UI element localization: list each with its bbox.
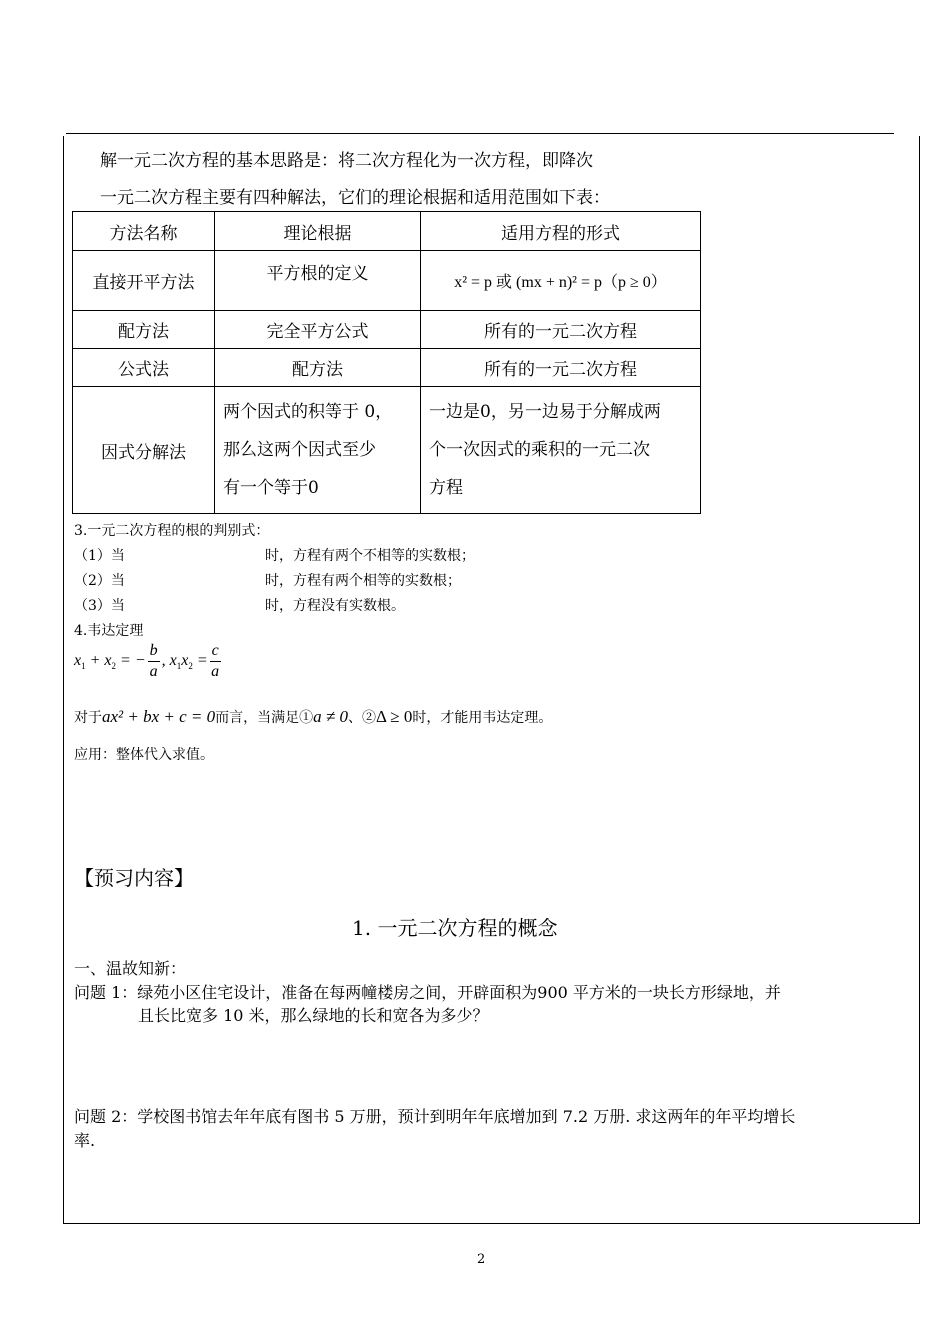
- header-form: 适用方程的形式: [421, 212, 701, 251]
- method-name: 直接开平方法: [73, 251, 215, 311]
- case-label: （2）当: [74, 573, 125, 589]
- method-form: 所有的一元二次方程: [421, 349, 701, 387]
- case-text: 时，方程有两个不相等的实数根；: [265, 548, 475, 564]
- vieta-title: 4.韦达定理: [74, 623, 144, 639]
- review-heading: 一、温故知新：: [74, 959, 187, 978]
- vieta-application: 应用：整体代入求值。: [74, 747, 214, 763]
- table-row: [73, 387, 701, 514]
- problem-1-line-2: 且长比宽多 10 米，那么绿地的长和宽各为多少？: [138, 1006, 489, 1025]
- case-text: 时，方程有两个相等的实数根；: [265, 573, 461, 589]
- method-name: 配方法: [73, 311, 215, 349]
- lesson-title: 1. 一元二次方程的概念: [352, 916, 558, 940]
- case-text: 时，方程没有实数根。: [265, 598, 405, 614]
- table-row: [73, 349, 701, 387]
- methods-table: [72, 211, 701, 514]
- fraction-b-over-a: $\frac{b}{a}$: [149, 642, 158, 680]
- condition-suffix: 时，才能用韦达定理。: [412, 710, 553, 726]
- basis-line: 有一个等于0: [223, 478, 319, 498]
- table-row: [73, 251, 701, 311]
- method-form: 所有的一元二次方程: [421, 311, 701, 349]
- problem-2-line-1: 问题 2：学校图书馆去年年底有图书 5 万册，预计到明年年底增加到 7.2 万册. 求这两年的年平均增长: [74, 1107, 796, 1126]
- case-label: （1）当: [74, 548, 125, 564]
- method-basis: 配方法: [215, 349, 421, 387]
- top-rule: [66, 133, 894, 134]
- method-name: 因式分解法: [73, 387, 215, 514]
- method-form: [421, 387, 701, 514]
- table-row: [73, 311, 701, 349]
- condition-sep: 、②: [348, 710, 376, 726]
- problem-1-line-1: 问题 1：绿苑小区住宅设计，准备在每两幢楼房之间，开辟面积为900 平方米的一块长方形绿地，并: [74, 983, 781, 1002]
- form-line: 方程: [429, 478, 463, 498]
- header-method-name: 方法名称: [73, 212, 215, 251]
- preview-heading: 【预习内容】: [74, 866, 194, 890]
- vieta-condition: [74, 707, 552, 727]
- condition-a-nonzero: a ≠ 0: [313, 707, 348, 726]
- discriminant-title: 3.一元二次方程的根的判别式：: [74, 523, 270, 539]
- condition-mid: 而言，当满足①: [215, 710, 314, 726]
- header-basis: 理论根据: [215, 212, 421, 251]
- method-basis: 平方根的定义: [215, 251, 421, 311]
- condition-delta: Δ ≥ 0: [376, 707, 413, 726]
- fraction-c-over-a: $\frac{c}{a}$: [211, 642, 220, 680]
- form-line: 个一次因式的乘积的一元二次: [429, 440, 650, 460]
- quadratic-equation: ax² + bx + c = 0: [102, 707, 216, 726]
- page-number: 2: [477, 1252, 486, 1267]
- basis-line: 那么这两个因式至少: [223, 440, 376, 460]
- method-basis: [215, 387, 421, 514]
- basis-line: 两个因式的积等于 0，: [223, 402, 393, 422]
- form-line: 一边是0，另一边易于分解成两: [429, 402, 661, 422]
- table-header-row: [73, 212, 701, 251]
- method-form: x² = p 或 (mx + n)² = p（p ≥ 0）: [421, 251, 701, 311]
- condition-prefix: 对于: [74, 710, 102, 726]
- intro-line-1: 解一元二次方程的基本思路是：将二次方程化为一次方程，即降次: [100, 151, 593, 171]
- intro-line-2: 一元二次方程主要有四种解法，它们的理论根据和适用范围如下表：: [100, 188, 610, 208]
- method-name: 公式法: [73, 349, 215, 387]
- case-label: （3）当: [74, 598, 125, 614]
- method-basis: 完全平方公式: [215, 311, 421, 349]
- vieta-formula: $x_1 + x_2$ = − $\frac{b}{a}$ , $x_1x_2$ = $\frac{c}{a}$: [74, 642, 220, 680]
- problem-2-line-2: 率.: [74, 1131, 96, 1150]
